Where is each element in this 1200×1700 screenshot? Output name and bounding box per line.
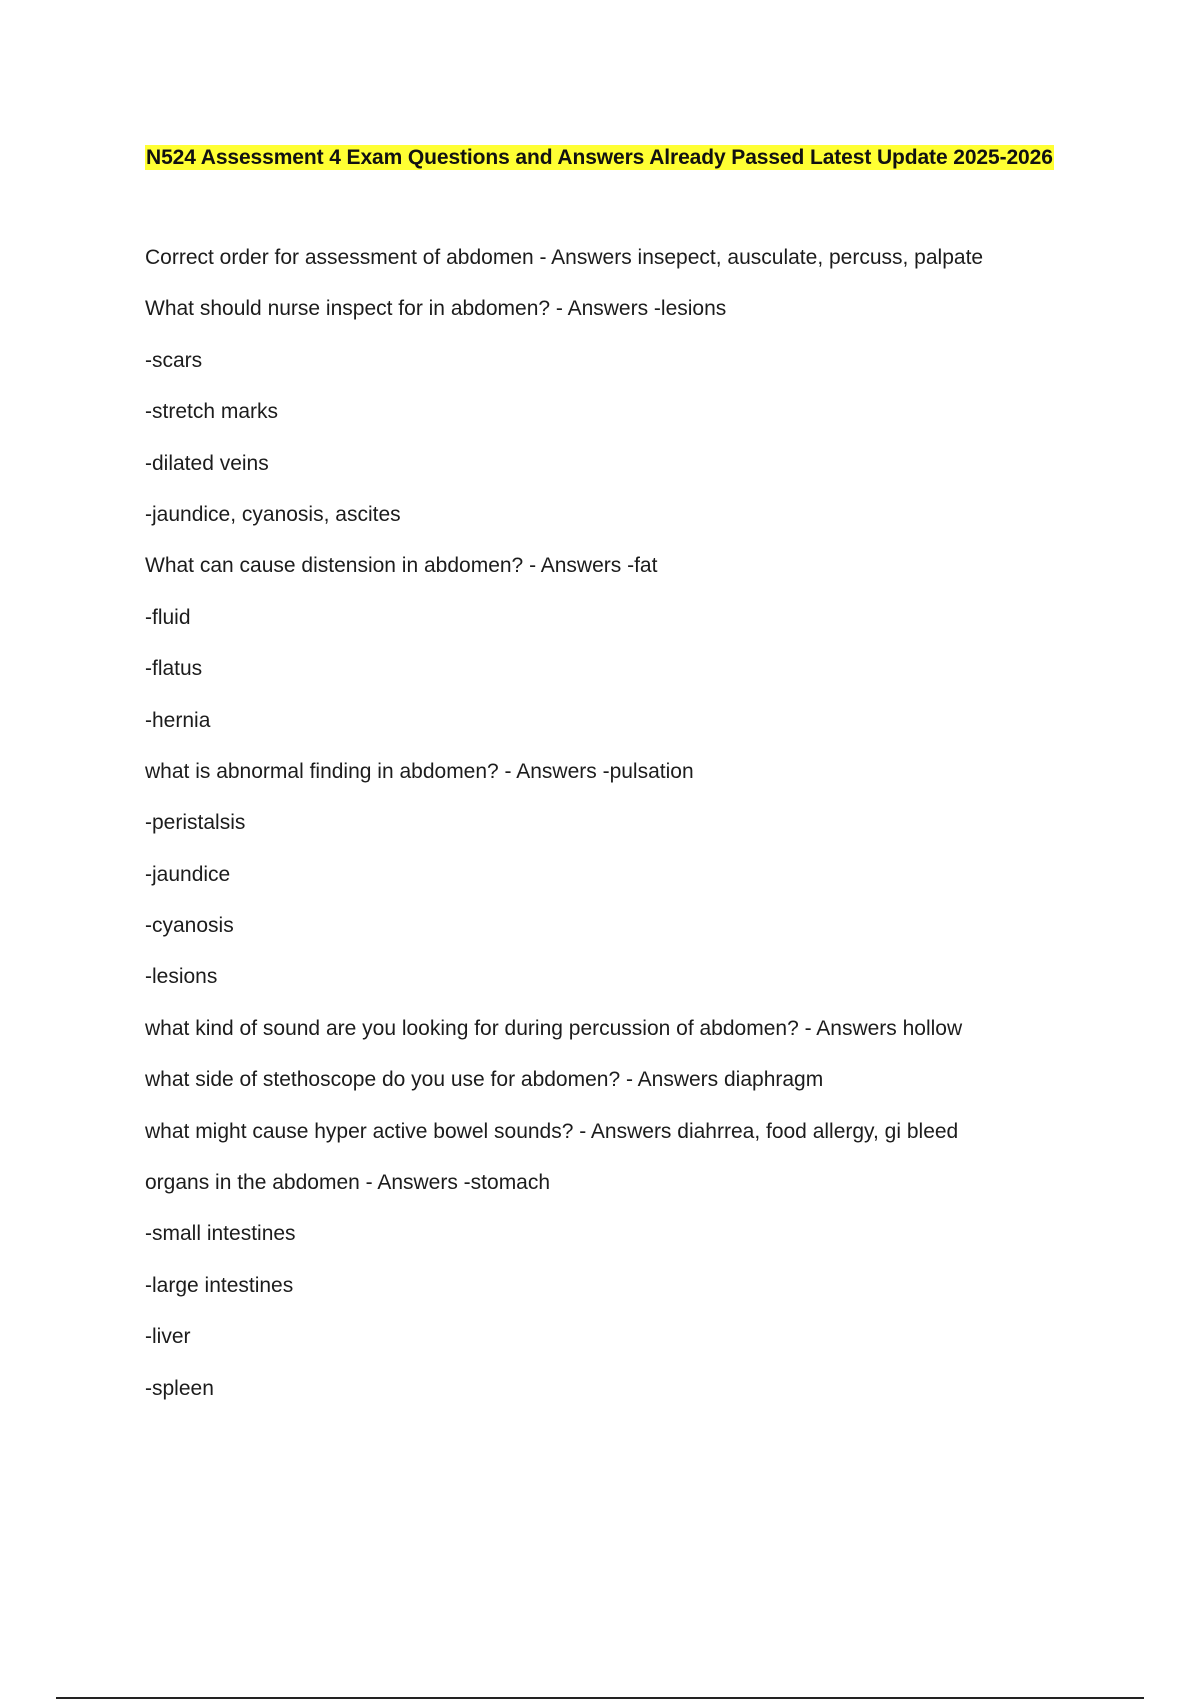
qa-line: -cyanosis [145, 914, 234, 938]
qa-line: -jaundice [145, 862, 231, 886]
qa-line: what might cause hyper active bowel sounds? - Answers diahrrea, food allergy, gi bleed [145, 1119, 959, 1143]
qa-line: -flatus [145, 657, 203, 681]
qa-line: -hernia [145, 708, 211, 732]
qa-line: Correct order for assessment of abdomen - Answers insepect, ausculate, percuss, palpate [145, 246, 984, 269]
qa-line: What can cause distension in abdomen? - Answers -fat [145, 554, 658, 578]
qa-line: -jaundice, cyanosis, ascites [145, 502, 401, 526]
qa-line: what side of stethoscope do you use for abdomen? - Answers diaphragm [145, 1068, 824, 1092]
qa-line: -liver [145, 1325, 191, 1349]
title-block [145, 145, 1125, 171]
qa-line: What should nurse inspect for in abdomen? - Answers -lesions [145, 297, 727, 321]
qa-list [145, 246, 1105, 1428]
document-title: N524 Assessment 4 Exam Questions and Answers Already Passed Latest Update 2025-2026 [146, 146, 1053, 169]
qa-line: what kind of sound are you looking for during percussion of abdomen? - Answers hollow [145, 1016, 963, 1040]
qa-line: what is abnormal finding in abdomen? - Answers -pulsation [145, 759, 694, 783]
qa-line: -fluid [145, 605, 191, 629]
qa-line: -peristalsis [145, 811, 246, 835]
qa-line: -stretch marks [145, 400, 279, 424]
page-bottom-rule [56, 1697, 1144, 1699]
qa-line: -lesions [145, 965, 218, 989]
qa-line: -scars [145, 348, 203, 372]
qa-line: -large intestines [145, 1273, 294, 1297]
qa-line: organs in the abdomen - Answers -stomach [145, 1171, 551, 1195]
qa-line: -spleen [145, 1376, 214, 1400]
qa-line: -dilated veins [145, 451, 269, 475]
qa-line: -small intestines [145, 1222, 296, 1246]
